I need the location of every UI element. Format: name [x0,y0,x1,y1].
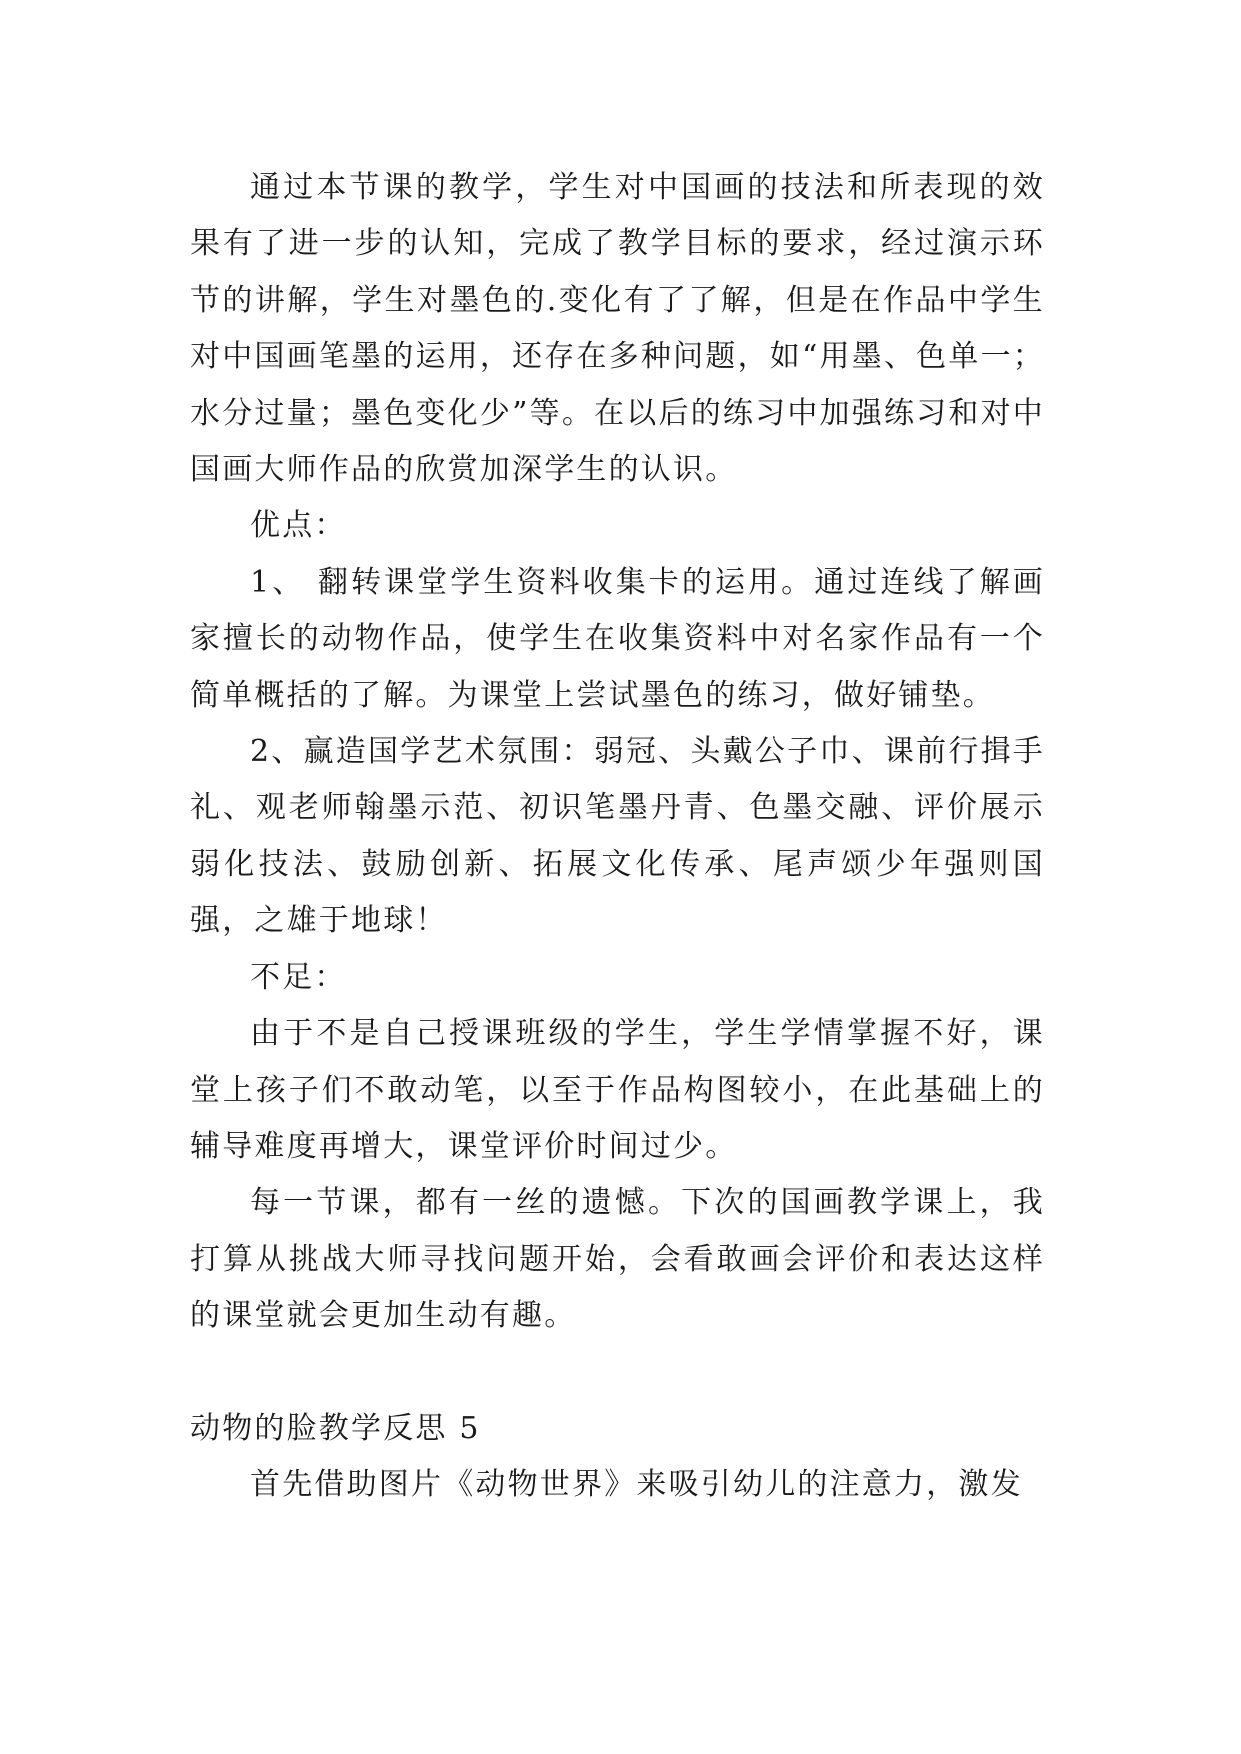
paragraph-strengths-label: 优点： [250,508,347,544]
paragraph-weakness-1: 由于不是自己授课班级的学生，学生学情掌握不好，课堂上孩子们不敢动笔，以至于作品构图较小，在此基础上的辅导难度再增大，课堂评价时间过少。 [190,1016,1045,1164]
document-body [190,160,1045,1513]
paragraph-strength-2: 2、赢造国学艺术氛围：弱冠、头戴公子巾、课前行揖手礼、观老师翰墨示范、初识笔墨丹青、色墨交融、评价展示弱化技法、鼓励创新、拓展文化传承、尾声颂少年强则国强，之雄于地球！ [190,734,1045,939]
paragraph-weaknesses-label: 不足： [250,959,347,995]
paragraph-summary: 通过本节课的教学，学生对中国画的技法和所表现的效果有了进一步的认知，完成了教学目标的要求，经过演示环节的讲解，学生对墨色的.变化有了了解，但是在作品中学生对中国画笔墨的运用，还存在多种问题，如“用墨、色单一；水分过量；墨色变化少”等。在以后的练习中加强练习和对中国画大师作品的欣赏加深学生的认识。 [190,170,1045,488]
paragraph-conclusion: 每一节课，都有一丝的遗憾。下次的国画教学课上，我打算从挑战大师寻找问题开始，会看敢画会评价和表达这样的课堂就会更加生动有趣。 [190,1185,1045,1334]
paragraph-section-intro: 首先借助图片《动物世界》来吸引幼儿的注意力，激发 [250,1466,1023,1502]
paragraph-strength-1: 1、 翻转课堂学生资料收集卡的运用。通过连线了解画家擅长的动物作品，使学生在收集资料中对名家作品有一个简单概括的了解。为课堂上尝试墨色的练习，做好铺垫。 [190,564,1045,713]
section-heading: 动物的脸教学反思 5 [190,1410,481,1446]
